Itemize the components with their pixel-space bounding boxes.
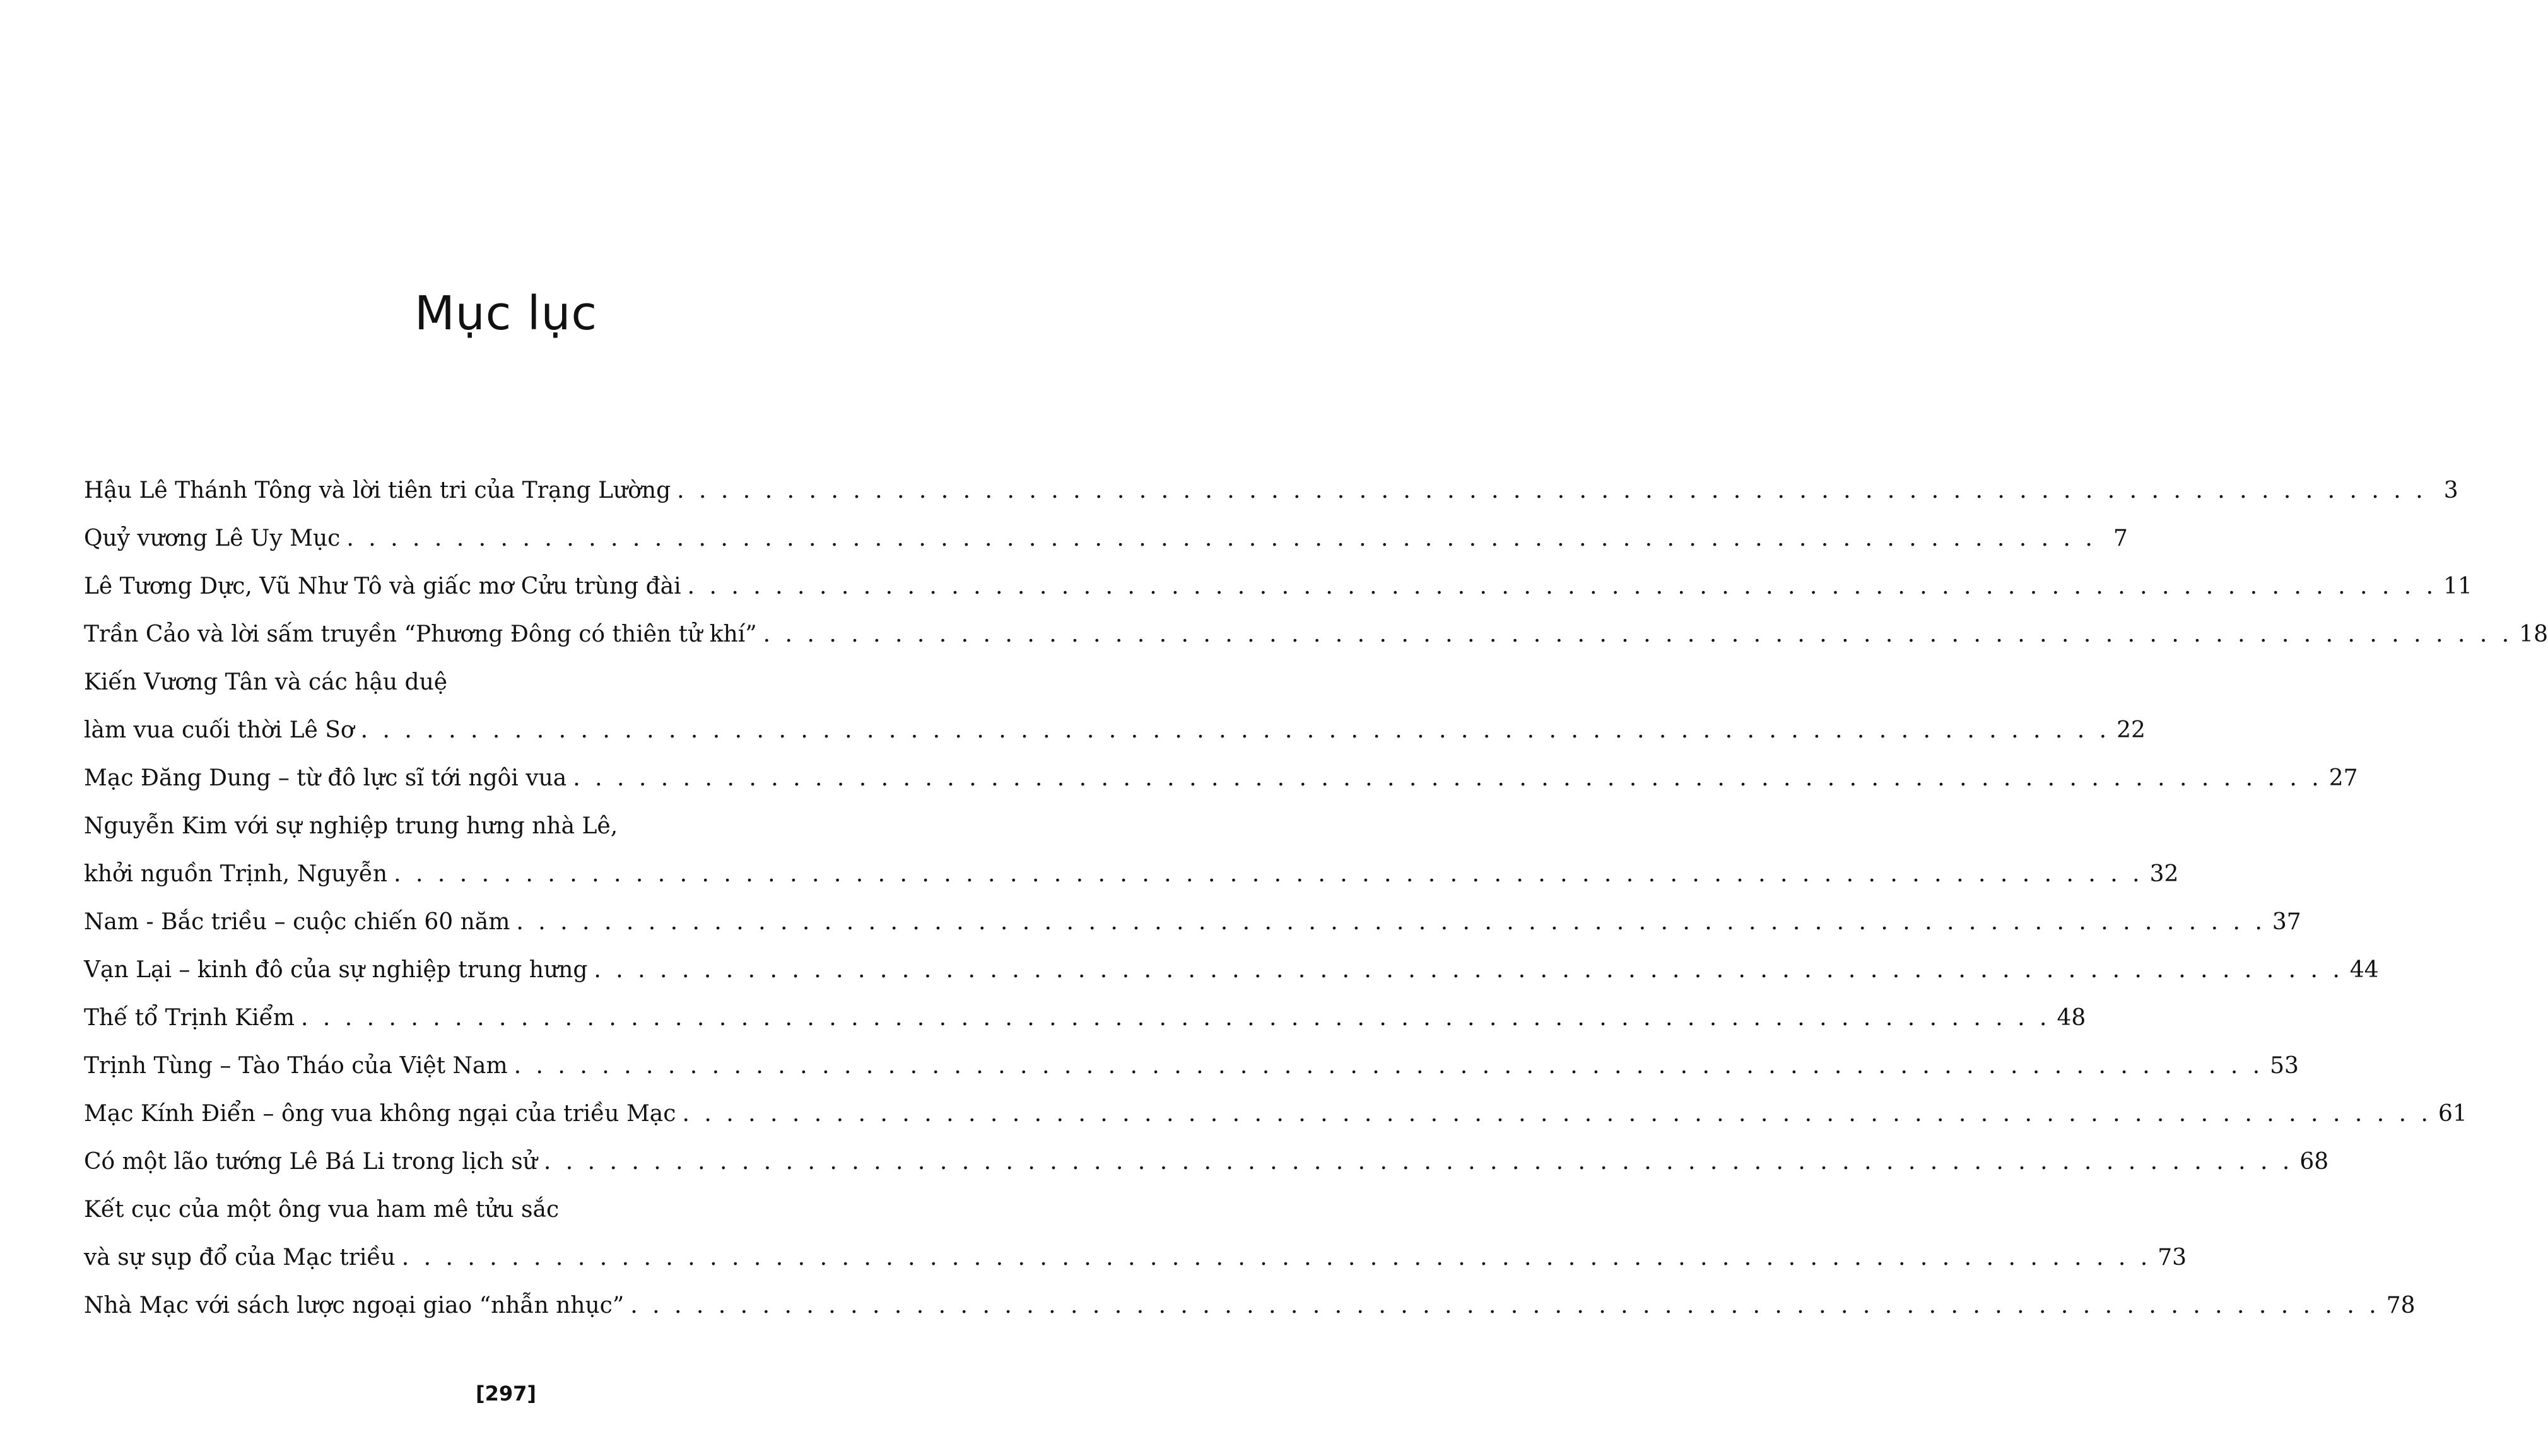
toc-entry-title: Nhà Mạc với sách lược ngoại giao “nhẫn nhục” — [84, 1293, 625, 1318]
toc-entry-title: Trần Cảo và lời sấm truyền “Phương Đông có thiên tử khí” — [84, 621, 757, 647]
dot-leader: . . . . . . . . . . . . . . . . . . . . . . . . . . . . . . . . . . . . . . . . . . . . . . . . . . . . . . . . . . . . . . . . . . . . . . . . . . . . . . . . — [763, 621, 2513, 647]
dot-leader: . . . . . . . . . . . . . . . . . . . . . . . . . . . . . . . . . . . . . . . . . . . . . . . . . . . . . . . . . . . . . . . . . . . . . . . . . . . . . . . . — [514, 1053, 2264, 1079]
toc-entry[interactable] — [84, 659, 2146, 754]
toc-entry[interactable] — [84, 563, 2472, 611]
toc-entry-title: Nguyễn Kim với sự nghiệp trung hưng nhà Lê, — [84, 813, 618, 839]
toc-entry-page-number: 3 — [2443, 478, 2458, 503]
toc-entry-page-number: 37 — [2272, 909, 2301, 935]
dot-leader: . . . . . . . . . . . . . . . . . . . . . . . . . . . . . . . . . . . . . . . . . . . . . . . . . . . . . . . . . . . . . . . . . . . . . . . . . . . . . . . . — [630, 1293, 2380, 1318]
toc-entry-page-number: 27 — [2328, 765, 2358, 791]
toc-entry-line-continued — [84, 802, 910, 850]
toc-entry-page-number: 78 — [2386, 1293, 2416, 1318]
dot-leader: . . . . . . . . . . . . . . . . . . . . . . . . . . . . . . . . . . . . . . . . . . . . . . . . . . . . . . . . . . . . . . . . . . . . . . . . . . . . . . . . — [677, 478, 2427, 503]
toc-entry-title: làm vua cuối thời Lê Sơ — [84, 717, 355, 743]
toc-entry-line — [84, 1234, 2187, 1282]
dot-leader: . . . . . . . . . . . . . . . . . . . . . . . . . . . . . . . . . . . . . . . . . . . . . . . . . . . . . . . . . . . . . . . . . . . . . . . . . . . . . . . . — [346, 525, 2096, 551]
toc-entry-title: Lê Tương Dực, Vũ Như Tô và giấc mơ Cửu trùng đài — [84, 573, 681, 599]
toc-entry-line — [84, 707, 2146, 754]
toc-entry-page-number: 11 — [2443, 573, 2472, 599]
toc-entry[interactable] — [84, 515, 2128, 563]
toc-entry-page-number: 48 — [2057, 1005, 2086, 1031]
toc-entry-line — [84, 611, 2548, 659]
toc-entry-line-continued — [84, 1186, 910, 1234]
toc-entry-line — [84, 1090, 2467, 1138]
toc-entry[interactable] — [84, 1138, 2329, 1186]
dot-leader: . . . . . . . . . . . . . . . . . . . . . . . . . . . . . . . . . . . . . . . . . . . . . . . . . . . . . . . . . . . . . . . . . . . . . . . . . . . . . . . . — [682, 1101, 2432, 1127]
toc-entry[interactable] — [84, 754, 2358, 802]
toc-entry-line — [84, 1282, 2416, 1330]
dot-leader: . . . . . . . . . . . . . . . . . . . . . . . . . . . . . . . . . . . . . . . . . . . . . . . . . . . . . . . . . . . . . . . . . . . . . . . . . . . . . . . . — [594, 957, 2344, 983]
toc-entry-page-number: 32 — [2149, 861, 2179, 887]
toc-entry-title: Thế tổ Trịnh Kiểm — [84, 1005, 295, 1031]
toc-entry[interactable] — [84, 898, 2301, 946]
page-number: [297] — [475, 1382, 537, 1406]
toc-entry-title: Vạn Lại – kinh đô của sự nghiệp trung hưng — [84, 957, 588, 983]
dot-leader: . . . . . . . . . . . . . . . . . . . . . . . . . . . . . . . . . . . . . . . . . . . . . . . . . . . . . . . . . . . . . . . . . . . . . . . . . . . . . . . . — [401, 1245, 2152, 1271]
toc-entry-page-number: 61 — [2438, 1101, 2467, 1127]
toc-entry-line — [84, 946, 2379, 994]
toc-entry-page-number: 22 — [2116, 717, 2146, 743]
dot-leader: . . . . . . . . . . . . . . . . . . . . . . . . . . . . . . . . . . . . . . . . . . . . . . . . . . . . . . . . . . . . . . . . . . . . . . . . . . . . . . . . — [394, 861, 2144, 887]
toc-entry-line — [84, 563, 2472, 611]
toc-entry-title: Trịnh Tùng – Tào Tháo của Việt Nam — [84, 1053, 508, 1079]
dot-leader: . . . . . . . . . . . . . . . . . . . . . . . . . . . . . . . . . . . . . . . . . . . . . . . . . . . . . . . . . . . . . . . . . . . . . . . . . . . . . . . . — [687, 573, 2438, 599]
toc-entry-line-continued — [84, 659, 910, 707]
dot-leader: . . . . . . . . . . . . . . . . . . . . . . . . . . . . . . . . . . . . . . . . . . . . . . . . . . . . . . . . . . . . . . . . . . . . . . . . . . . . . . . . — [516, 909, 2266, 935]
toc-entry[interactable] — [84, 1090, 2467, 1138]
toc-entry-line — [84, 850, 2179, 898]
toc-entry[interactable] — [84, 1186, 2187, 1282]
toc-entry-page-number: 68 — [2299, 1149, 2329, 1175]
toc-entry-title: Mạc Đăng Dung – từ đô lực sĩ tới ngôi vua — [84, 765, 567, 791]
toc-entry-line — [84, 898, 2301, 946]
dot-leader: . . . . . . . . . . . . . . . . . . . . . . . . . . . . . . . . . . . . . . . . . . . . . . . . . . . . . . . . . . . . . . . . . . . . . . . . . . . . . . . . — [300, 1005, 2051, 1031]
toc-entry-title: khởi nguồn Trịnh, Nguyễn — [84, 861, 388, 887]
toc-entry-line — [84, 994, 2086, 1042]
toc-entry-page-number: 73 — [2158, 1245, 2187, 1271]
toc-entry[interactable] — [84, 611, 2548, 659]
dot-leader: . . . . . . . . . . . . . . . . . . . . . . . . . . . . . . . . . . . . . . . . . . . . . . . . . . . . . . . . . . . . . . . . . . . . . . . . . . . . . . . . — [543, 1149, 2294, 1175]
toc-entry[interactable] — [84, 467, 2458, 515]
toc-entry-page-number: 18 — [2519, 621, 2548, 647]
page-title: Mục lục — [414, 286, 598, 341]
toc-entry[interactable] — [84, 1282, 2416, 1330]
toc-entry-page-number: 7 — [2113, 525, 2128, 551]
toc-entry-title: Quỷ vương Lê Uy Mục — [84, 525, 341, 551]
toc-entry[interactable] — [84, 994, 2086, 1042]
toc-entry-line — [84, 1042, 2299, 1090]
toc-entry-page-number: 53 — [2270, 1053, 2299, 1079]
toc-entry-title: Mạc Kính Điển – ông vua không ngại của triều Mạc — [84, 1101, 676, 1127]
toc-entry-title: Hậu Lê Thánh Tông và lời tiên tri của Trạng Lường — [84, 478, 671, 503]
toc-entry-page-number: 44 — [2349, 957, 2379, 983]
table-of-contents — [84, 467, 2548, 1330]
toc-entry-title: Nam - Bắc triều – cuộc chiến 60 năm — [84, 909, 510, 935]
dot-leader: . . . . . . . . . . . . . . . . . . . . . . . . . . . . . . . . . . . . . . . . . . . . . . . . . . . . . . . . . . . . . . . . . . . . . . . . . . . . . . . . — [360, 717, 2111, 743]
toc-entry-line — [84, 515, 2128, 563]
toc-entry-line — [84, 1138, 2329, 1186]
toc-entry[interactable] — [84, 946, 2379, 994]
toc-entry-title: Kết cục của một ông vua ham mê tửu sắc — [84, 1197, 560, 1223]
toc-entry[interactable] — [84, 802, 2179, 898]
toc-entry-line — [84, 467, 2458, 515]
toc-entry-line — [84, 754, 2358, 802]
dot-leader: . . . . . . . . . . . . . . . . . . . . . . . . . . . . . . . . . . . . . . . . . . . . . . . . . . . . . . . . . . . . . . . . . . . . . . . . . . . . . . . . — [573, 765, 2323, 791]
toc-entry-title: Kiến Vương Tân và các hậu duệ — [84, 669, 448, 695]
toc-entry-title: và sự sụp đổ của Mạc triều — [84, 1245, 396, 1271]
toc-entry-title: Có một lão tướng Lê Bá Li trong lịch sử — [84, 1149, 537, 1175]
toc-entry[interactable] — [84, 1042, 2299, 1090]
